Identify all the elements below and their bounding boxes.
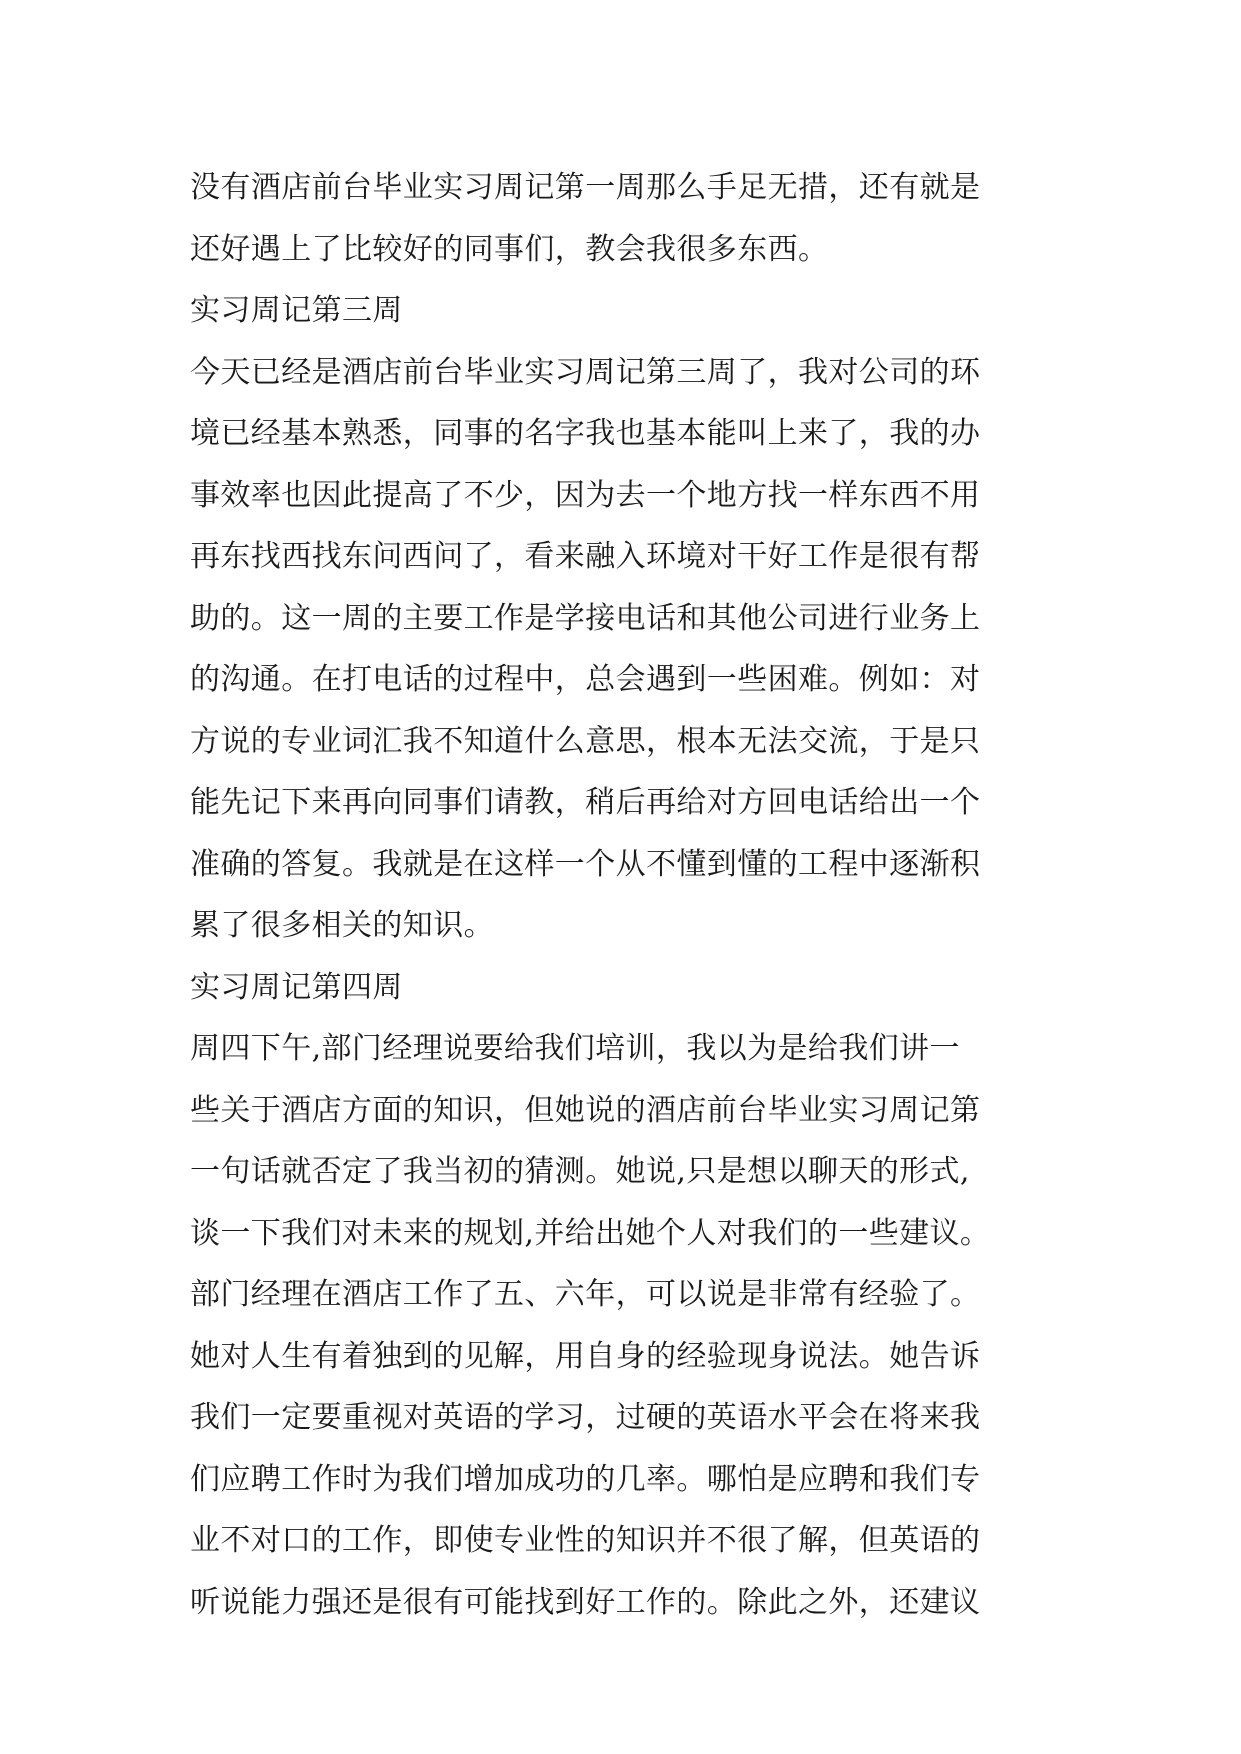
text-line: 她对人生有着独到的见解，用自身的经验现身说法。她告诉: [190, 1338, 981, 1374]
text-line: 助的。这一周的主要工作是学接电话和其他公司进行业务上: [190, 600, 981, 636]
text-line: 还好遇上了比较好的同事们，教会我很多东西。: [190, 231, 829, 267]
text-line: 事效率也因此提高了不少，因为去一个地方找一样东西不用: [190, 477, 981, 513]
text-line: 境已经基本熟悉，同事的名字我也基本能叫上来了，我的办: [190, 416, 981, 451]
text-line: 准确的答复。我就是在这样一个从不懂到懂的工程中逐渐积: [190, 846, 981, 882]
text-line: 再东找西找东问西问了，看来融入环境对干好工作是很有帮: [190, 539, 981, 574]
text-line: 今天已经是酒店前台毕业实习周记第三周了，我对公司的环: [190, 354, 981, 390]
text-line: 谈一下我们对未来的规划,并给出她个人对我们的一些建议。: [190, 1215, 991, 1251]
text-line: 一句话就否定了我当初的猜测。她说,只是想以聊天的形式,: [190, 1154, 970, 1189]
text-line: 些关于酒店方面的知识，但她说的酒店前台毕业实习周记第: [190, 1092, 981, 1128]
body-text: [190, 157, 1070, 1633]
text-line: 周四下午,部门经理说要给我们培训，我以为是给我们讲一: [190, 1031, 960, 1066]
text-line: 听说能力强还是很有可能找到好工作的。除此之外，还建议: [190, 1584, 981, 1620]
text-line: 累了很多相关的知识。: [190, 908, 494, 943]
text-line: 们应聘工作时为我们增加成功的几率。哪怕是应聘和我们专: [190, 1461, 981, 1497]
text-line: 没有酒店前台毕业实习周记第一周那么手足无措，还有就是: [190, 170, 981, 205]
section-heading: 实习周记第三周: [190, 293, 403, 328]
text-line: 能先记下来再向同事们请教，稍后再给对方回电话给出一个: [190, 785, 981, 820]
text-line: 我们一定要重视对英语的学习，过硬的英语水平会在将来我: [190, 1400, 981, 1435]
text-line: 的沟通。在打电话的过程中，总会遇到一些困难。例如：对: [190, 662, 981, 697]
text-line: 业不对口的工作，即使专业性的知识并不很了解，但英语的: [190, 1523, 981, 1558]
section-heading: 实习周记第四周: [190, 969, 403, 1005]
text-line: 部门经理在酒店工作了五、六年，可以说是非常有经验了。: [190, 1277, 981, 1312]
text-line: 方说的专业词汇我不知道什么意思，根本无法交流，于是只: [190, 723, 981, 759]
